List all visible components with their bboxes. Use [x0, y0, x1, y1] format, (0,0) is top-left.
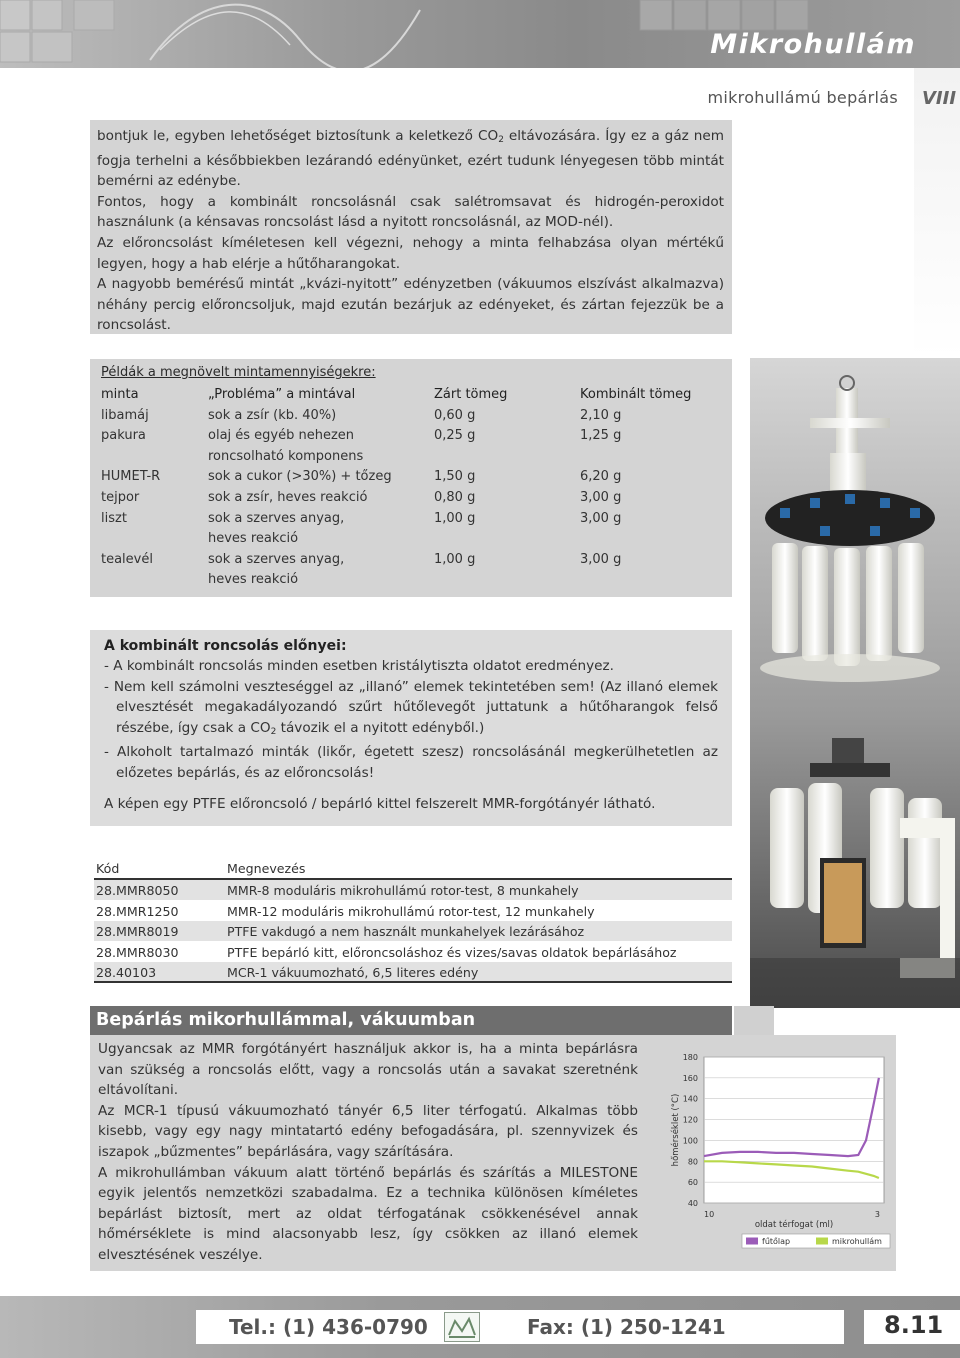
table-row: [101, 511, 721, 532]
table-cell: heves reakció: [208, 531, 299, 547]
examples-rows: [101, 408, 721, 593]
x-axis-label: oldat térfogat (ml): [754, 1220, 834, 1230]
co2-subscript: 2: [498, 135, 504, 145]
page-number: 8.11: [884, 1311, 944, 1339]
product-code: 28.MMR1250: [96, 903, 179, 919]
table-cell: 0,80 g: [434, 489, 476, 505]
header-banner: [0, 0, 960, 68]
table-row: [101, 449, 721, 470]
legend-label: mikrohullám: [832, 1237, 882, 1246]
plot-area: [704, 1057, 884, 1203]
vacuum-paragraph: Az MCR-1 típusú vákuumozható tányér 6,5 liter térfogatú. Alkalmas több kisebb, vagy egy nagy mintatartó edény befogadására, pl. szennyvizek és iszapok „bűzmentes” bepárlására, vagy szárítására.: [98, 1102, 638, 1160]
x-tick-label: 3: [874, 1210, 880, 1219]
table-cell: 2,10 g: [580, 407, 622, 423]
product-code: 28.MMR8019: [96, 924, 179, 940]
subtitle: mikrohullámú bepárlás: [707, 88, 898, 107]
product-name: PTFE bepárló kitt, előroncsoláshoz és vizes/savas oldatok bepárlásához: [227, 944, 677, 960]
vacuum-section-title: Bepárlás mikorhullámmal, vákuumban: [90, 1006, 732, 1035]
table-header-row: [101, 387, 721, 408]
company-logo: [444, 1312, 480, 1342]
table-row: [101, 428, 721, 449]
fax-number: Fax: (1) 250-1241: [527, 1315, 726, 1339]
table-cell: sok a szerves anyag,: [208, 551, 345, 567]
advantages-heading: A kombinált roncsolás előnyei:: [104, 638, 347, 654]
intro-text-part: eltávozására. Így ez a gáz nem fogja terhelni a későbbiekben lezárandó edényünket, ezért tudunk lényegesen több mintát bemérni az edénybe.: [97, 128, 724, 190]
vacuum-paragraph: A mikrohullámban vákuum alatt történő bepárlás és szárítás a MILESTONE egyik jelentős nemzetközi szabadalma. Ez a technika különösen kíméletes bepárlást biztosít, mert az oldat térfogatának csökkenésével annak hőmérséklete is mind alacsonyabb lesz, így csökken az illanó elemek elvesztésének veszélye.: [98, 1164, 638, 1263]
table-row: [101, 490, 721, 511]
column-header: minta: [101, 387, 139, 402]
legend-swatch: [816, 1238, 828, 1245]
y-tick-label: 140: [682, 1094, 698, 1104]
temperature-chart-box: [646, 1035, 896, 1271]
product-table-header: [94, 858, 732, 880]
legend-swatch: [746, 1238, 758, 1245]
product-rows: [94, 880, 732, 983]
table-cell: sok a zsír, heves reakció: [208, 489, 368, 505]
y-tick-label: 80: [687, 1157, 698, 1167]
product-row: [94, 880, 732, 901]
intro-text-box: [90, 120, 732, 334]
product-row: [94, 942, 732, 963]
product-table: [94, 858, 732, 983]
table-cell: 0,60 g: [434, 407, 476, 423]
table-cell: sok a szerves anyag,: [208, 510, 345, 526]
phone-number: Tel.: (1) 436-0790: [229, 1315, 428, 1339]
table-cell: 0,25 g: [434, 428, 476, 444]
intro-paragraph: Az előroncsolást kíméletesen kell végezni, nehogy a minta felhabzása olyan mértékű legyen, hogy a hab elérje a hűtőharangokat.: [97, 234, 724, 272]
product-name: MMR-12 moduláris mikrohullámú rotor-test, 12 munkahely: [227, 903, 595, 919]
table-row: [101, 572, 721, 593]
chapter-tab: [914, 68, 960, 358]
advantage-item: [104, 677, 718, 743]
table-cell: liszt: [101, 510, 127, 526]
examples-heading: Példák a megnövelt mintamennyiségekre:: [101, 365, 376, 380]
section-title-accent: [734, 1006, 774, 1035]
intro-paragraph: [97, 126, 724, 192]
column-header-name: Megnevezés: [227, 861, 306, 876]
y-tick-label: 60: [687, 1178, 698, 1188]
product-code: 28.40103: [96, 965, 157, 981]
table-cell: tealevél: [101, 551, 153, 567]
table-cell: heves reakció: [208, 572, 299, 588]
y-tick-label: 40: [687, 1199, 698, 1208]
table-cell: 1,50 g: [434, 469, 476, 485]
co2-subscript: 2: [270, 726, 277, 737]
advantage-item: - Alkoholt tartalmazó minták (likőr, égetett szesz) roncsolásánál megkerülhetetlen az előzetes bepárlás, és az előroncsolás!: [104, 744, 718, 781]
table-cell: 1,25 g: [580, 428, 622, 444]
product-code: 28.MMR8030: [96, 944, 179, 960]
rotor-photo: [750, 358, 960, 1008]
product-row: [94, 901, 732, 922]
examples-table: [90, 359, 732, 597]
table-row: [101, 469, 721, 490]
product-name: PTFE vakdugó a nem használt munkahelyek lezárásához: [227, 924, 585, 940]
table-cell: sok a zsír (kb. 40%): [208, 407, 337, 423]
y-tick-label: 120: [682, 1115, 698, 1125]
column-header: „Probléma” a mintával: [208, 387, 356, 402]
advantages-box: [90, 630, 732, 826]
column-header: Kombinált tömeg: [580, 387, 692, 402]
column-header: Zárt tömeg: [434, 387, 508, 402]
table-row: [101, 531, 721, 552]
product-row: [94, 921, 732, 942]
temperature-chart: [646, 1035, 896, 1271]
intro-paragraph: Fontos, hogy a kombinált roncsolásnál csak salétromsavat és hidrogén-peroxidot használunk (a kénsavas roncsolást lásd a nyitott roncsolásnál, az MOD-nél).: [97, 193, 724, 231]
product-name: MCR-1 vákuumozható, 6,5 literes edény: [227, 965, 479, 981]
product-row: [94, 962, 732, 983]
table-cell: 6,20 g: [580, 469, 622, 485]
advantage-text-part: távozik el a nyitott edényből.): [276, 719, 485, 736]
product-name: MMR-8 moduláris mikrohullámú rotor-test, 8 munkahely: [227, 883, 579, 898]
vacuum-text-box: [90, 1035, 646, 1271]
table-cell: 1,00 g: [434, 551, 476, 567]
table-cell: 3,00 g: [580, 510, 622, 526]
y-tick-label: 180: [682, 1053, 698, 1062]
intro-text-part: bontjuk le, egyben lehetőséget biztosítunk a keletkező CO: [97, 128, 499, 144]
chapter-number: VIII: [922, 88, 957, 109]
intro-paragraph: A nagyobb bemérésű mintát „kvázi-nyitott” edényzetben (vákuumos elszívást alkalmazva) néhány percig előroncsoljuk, majd ezután bezárjuk az edényeket, és zártan fejezzük be a roncsolást.: [97, 276, 724, 334]
table-cell: HUMET-R: [101, 469, 161, 485]
product-code: 28.MMR8050: [96, 883, 179, 898]
photo-caption: A képen egy PTFE előroncsoló / bepárló kittel felszerelt MMR-forgótányér látható.: [104, 795, 656, 812]
table-cell: 3,00 g: [580, 551, 622, 567]
table-cell: roncsolható komponens: [208, 448, 364, 464]
y-tick-label: 160: [682, 1073, 698, 1083]
y-tick-label: 100: [682, 1136, 698, 1146]
section-title: Mikrohullám: [710, 29, 916, 60]
logo-icon: [445, 1313, 479, 1341]
table-cell: 3,00 g: [580, 489, 622, 505]
table-row: [101, 552, 721, 573]
legend-label: fűtőlap: [762, 1237, 791, 1246]
table-row: [101, 408, 721, 429]
column-header-code: Kód: [96, 861, 120, 876]
advantage-item: - A kombinált roncsolás minden esetben kristálytiszta oldatot eredményez.: [104, 658, 614, 674]
advantage-text-part: - Nem kell számolni veszteséggel az „illanó” elemek tekintetében sem! (Az illanó elemek elvesztését megakadályozandó szűrt hűtőlevegőt juttatunk a hűtőharangok felső részébe, így csak a CO: [104, 678, 718, 736]
table-cell: olaj és egyéb nehezen: [208, 428, 355, 444]
table-cell: pakura: [101, 428, 146, 444]
table-cell: tejpor: [101, 489, 140, 505]
table-cell: libamáj: [101, 407, 149, 423]
x-tick-label: 10: [704, 1210, 715, 1219]
table-cell: 1,00 g: [434, 510, 476, 526]
y-axis-label: hőmérséklet (°C): [671, 1093, 681, 1167]
vacuum-paragraph: Ugyancsak az MMR forgótányért használjuk akkor is, ha a minta bepárlásra van szükség a roncsolás előtt, vagy a roncsolás után a savakat szeretnénk eltávolítani.: [98, 1041, 638, 1099]
table-cell: sok a cukor (>30%) + tőzeg: [208, 469, 392, 485]
